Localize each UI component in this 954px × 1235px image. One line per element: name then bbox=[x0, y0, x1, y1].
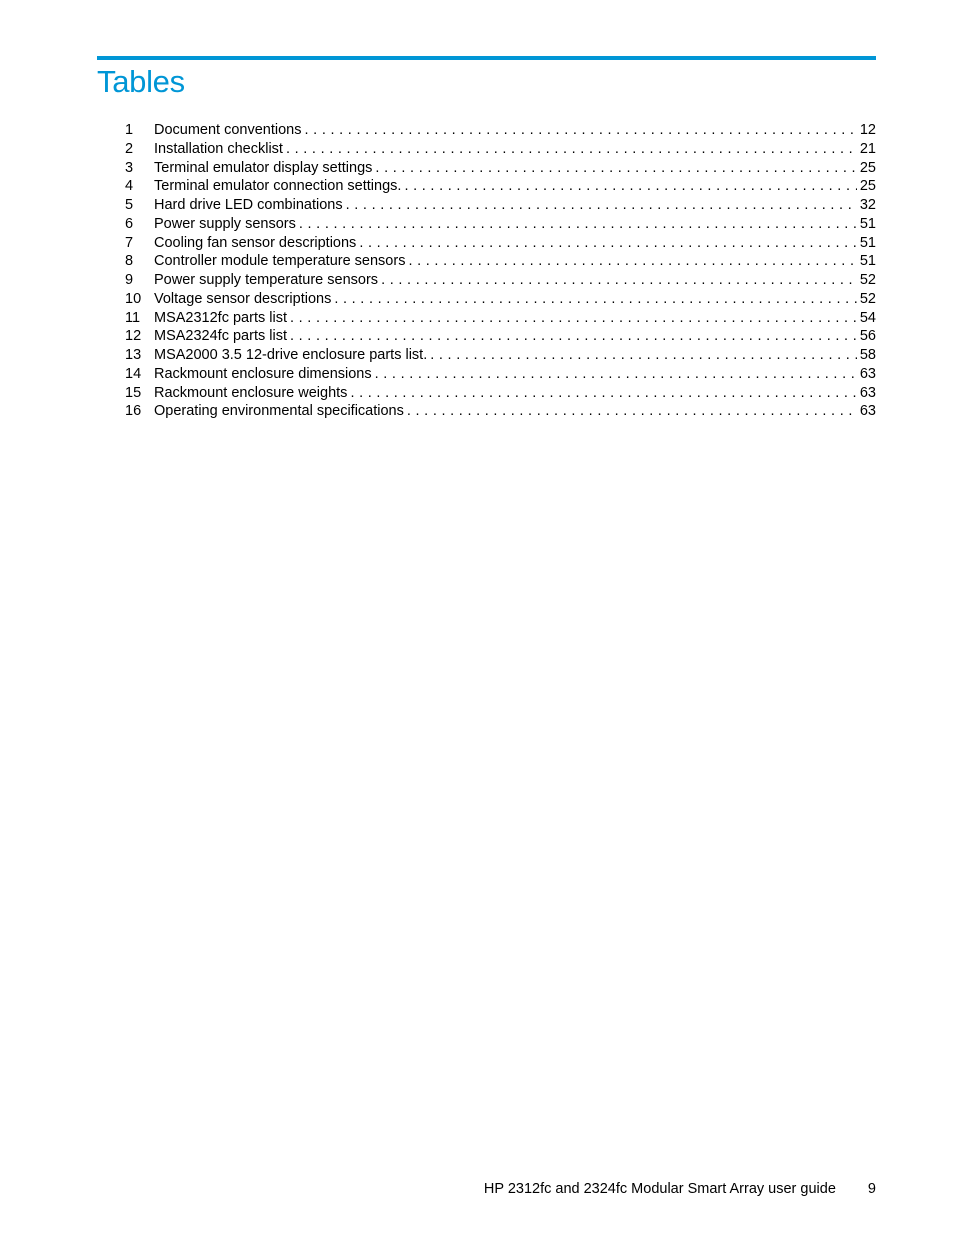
dot-leader bbox=[299, 215, 857, 234]
toc-entry-number: 13 bbox=[125, 347, 142, 363]
toc-entry-page: 63 bbox=[859, 403, 876, 420]
toc-entry-15[interactable] bbox=[118, 384, 876, 403]
heading-rule bbox=[97, 56, 876, 60]
toc-entry-9[interactable] bbox=[118, 271, 876, 290]
toc-entry-number: 4 bbox=[125, 178, 134, 195]
toc-entry-5[interactable] bbox=[118, 196, 876, 215]
footer-page-number: 9 bbox=[867, 1181, 876, 1197]
toc-entry-number: 14 bbox=[125, 365, 142, 382]
toc-entry-title: Controller module temperature sensors bbox=[154, 253, 406, 270]
toc-entry-title: Terminal emulator connection settings. bbox=[154, 178, 402, 195]
toc-entry-page: 51 bbox=[859, 234, 876, 251]
toc-entry-title: Operating environmental specifications bbox=[154, 403, 404, 420]
toc-entry-title: MSA2312fc parts list bbox=[154, 309, 287, 326]
page-title: Tables bbox=[97, 64, 185, 99]
page-footer bbox=[0, 1180, 876, 1198]
toc-entry-title: Cooling fan sensor descriptions bbox=[154, 234, 357, 251]
dot-leader bbox=[408, 252, 856, 271]
toc-entry-page: 52 bbox=[859, 290, 876, 307]
toc-entry-3[interactable] bbox=[118, 159, 876, 178]
dot-leader bbox=[407, 402, 857, 421]
toc-entry-page: 12 bbox=[859, 122, 876, 138]
toc-entry-number: 6 bbox=[125, 215, 134, 232]
toc-entry-11[interactable] bbox=[118, 309, 876, 328]
toc-entry-page: 25 bbox=[859, 159, 876, 176]
dot-leader bbox=[290, 309, 857, 328]
toc-entry-number: 9 bbox=[125, 272, 134, 288]
dot-leader bbox=[305, 121, 857, 140]
dot-leader bbox=[381, 271, 857, 290]
toc-entry-page: 54 bbox=[859, 309, 876, 326]
toc-entry-number: 10 bbox=[125, 290, 142, 307]
toc-entry-number: 11 bbox=[125, 309, 141, 326]
toc-entry-title: Rackmount enclosure dimensions bbox=[154, 365, 372, 382]
toc-entry-page: 58 bbox=[859, 347, 876, 363]
dot-leader bbox=[334, 290, 857, 309]
toc-entry-page: 63 bbox=[859, 365, 876, 382]
toc-entry-title: Installation checklist bbox=[154, 140, 283, 157]
toc-entry-6[interactable] bbox=[118, 215, 876, 234]
dot-leader bbox=[375, 159, 856, 178]
dot-leader bbox=[346, 196, 857, 215]
dot-leader bbox=[290, 327, 857, 346]
footer-document-title: HP 2312fc and 2324fc Modular Smart Array user guide bbox=[483, 1181, 836, 1197]
toc-entry-8[interactable] bbox=[118, 252, 876, 271]
toc-entry-number: 15 bbox=[125, 384, 142, 401]
toc-entry-title: Power supply sensors bbox=[154, 215, 296, 232]
toc-entry-page: 63 bbox=[859, 384, 876, 401]
toc-entry-number: 2 bbox=[125, 140, 134, 157]
toc-entry-number: 16 bbox=[125, 403, 142, 420]
toc-entry-page: 51 bbox=[859, 253, 876, 270]
dot-leader bbox=[286, 140, 857, 159]
dot-leader bbox=[404, 177, 856, 196]
toc-entry-10[interactable] bbox=[118, 290, 876, 309]
toc-entry-number: 7 bbox=[125, 234, 134, 251]
toc-entry-14[interactable] bbox=[118, 365, 876, 384]
toc-entry-title: Rackmount enclosure weights bbox=[154, 384, 348, 401]
toc-entry-page: 56 bbox=[859, 328, 876, 345]
toc-entry-page: 51 bbox=[859, 215, 876, 232]
toc-entry-7[interactable] bbox=[118, 234, 876, 253]
toc-entry-number: 5 bbox=[125, 197, 134, 213]
dot-leader bbox=[375, 365, 857, 384]
toc-entry-1[interactable] bbox=[118, 121, 876, 140]
toc-entry-number: 3 bbox=[125, 159, 134, 176]
toc-entry-title: Terminal emulator display settings bbox=[154, 159, 373, 176]
toc-entry-number: 1 bbox=[125, 122, 134, 138]
toc-entry-13[interactable] bbox=[118, 346, 876, 365]
toc-entry-page: 52 bbox=[859, 272, 876, 288]
toc-entry-page: 32 bbox=[859, 197, 876, 213]
list-of-tables bbox=[118, 121, 876, 421]
toc-entry-2[interactable] bbox=[118, 140, 876, 159]
toc-entry-12[interactable] bbox=[118, 327, 876, 346]
toc-entry-number: 8 bbox=[125, 253, 134, 270]
toc-entry-page: 25 bbox=[859, 178, 876, 195]
dot-leader bbox=[350, 384, 856, 403]
toc-entry-number: 12 bbox=[125, 328, 142, 345]
dot-leader bbox=[359, 234, 857, 253]
toc-entry-title: MSA2000 3.5 12-drive enclosure parts list. bbox=[154, 347, 428, 363]
dot-leader bbox=[430, 346, 857, 365]
toc-entry-16[interactable] bbox=[118, 402, 876, 421]
toc-entry-title: MSA2324fc parts list bbox=[154, 328, 287, 345]
toc-entry-title: Voltage sensor descriptions bbox=[154, 290, 332, 307]
toc-entry-title: Hard drive LED combinations bbox=[154, 197, 343, 213]
toc-entry-title: Power supply temperature sensors bbox=[154, 272, 379, 288]
toc-entry-4[interactable] bbox=[118, 177, 876, 196]
toc-entry-page: 21 bbox=[859, 140, 876, 157]
toc-entry-title: Document conventions bbox=[154, 122, 302, 138]
